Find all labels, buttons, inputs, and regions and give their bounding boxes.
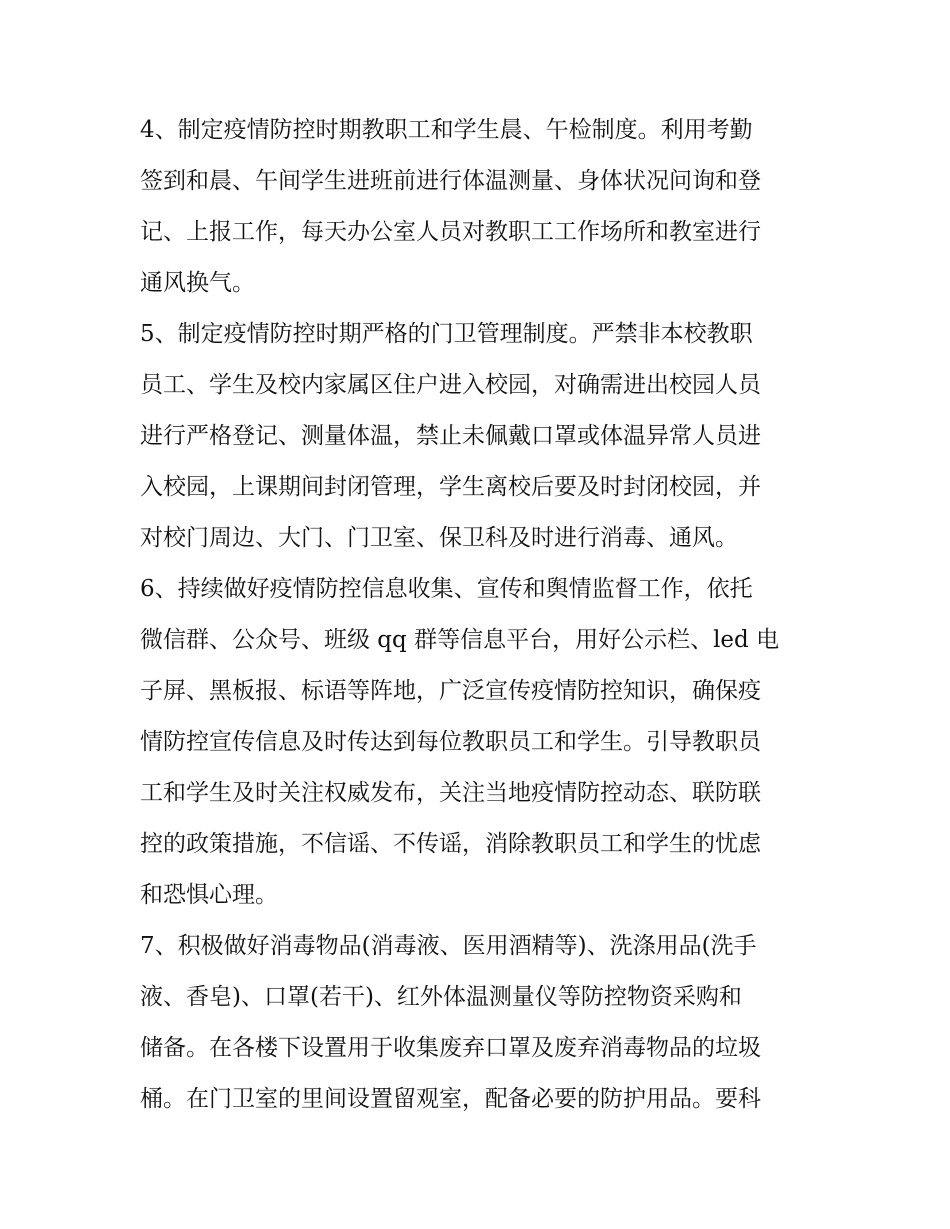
text-line: 和恐惧心理。 bbox=[140, 882, 278, 908]
text-line: 员工、学生及校内家属区住户进入校园，对确需进出校园人员 bbox=[140, 372, 761, 398]
text-line: 6、持续做好疫情防控信息收集、宣传和舆情监督工作，依托 bbox=[140, 576, 753, 602]
text-line: 子屏、黑板报、标语等阵地，广泛宣传疫情防控知识，确保疫 bbox=[140, 678, 761, 704]
text-line: 桶。在门卫室的里间设置留观室，配备必要的防护用品。要科 bbox=[140, 1086, 761, 1112]
text-line: 液、香皂)、口罩(若干)、红外体温测量仪等防控物资采购和 bbox=[140, 984, 742, 1010]
text-line: 通风换气。 bbox=[140, 270, 255, 296]
text-line: 对校门周边、大门、门卫室、保卫科及时进行消毒、通风。 bbox=[140, 525, 738, 551]
text-line: 7、积极做好消毒物品(消毒液、医用酒精等)、洗涤用品(洗手 bbox=[140, 933, 757, 959]
text-line: 储备。在各楼下设置用于收集废弃口罩及废弃消毒物品的垃圾 bbox=[140, 1035, 761, 1061]
text-line: 工和学生及时关注权威发布，关注当地疫情防控动态、联防联 bbox=[140, 780, 761, 806]
text-line: 签到和晨、午间学生进班前进行体温测量、身体状况问询和登 bbox=[140, 168, 761, 194]
text-line: 5、制定疫情防控时期严格的门卫管理制度。严禁非本校教职 bbox=[140, 321, 753, 347]
text-line: 4、制定疫情防控时期教职工和学生晨、午检制度。利用考勤 bbox=[140, 117, 753, 143]
text-line: 情防控宣传信息及时传达到每位教职员工和学生。引导教职员 bbox=[140, 729, 761, 755]
text-line: 控的政策措施，不信谣、不传谣，消除教职员工和学生的忧虑 bbox=[140, 831, 761, 857]
document-body bbox=[140, 105, 820, 1125]
text-line: 进行严格登记、测量体温，禁止未佩戴口罩或体温异常人员进 bbox=[140, 423, 761, 449]
text-line: 微信群、公众号、班级 qq 群等信息平台，用好公示栏、led 电 bbox=[140, 627, 780, 653]
text-line: 入校园，上课期间封闭管理，学生离校后要及时封闭校园，并 bbox=[140, 474, 761, 500]
text-line: 记、上报工作，每天办公室人员对教职工工作场所和教室进行 bbox=[140, 219, 761, 245]
